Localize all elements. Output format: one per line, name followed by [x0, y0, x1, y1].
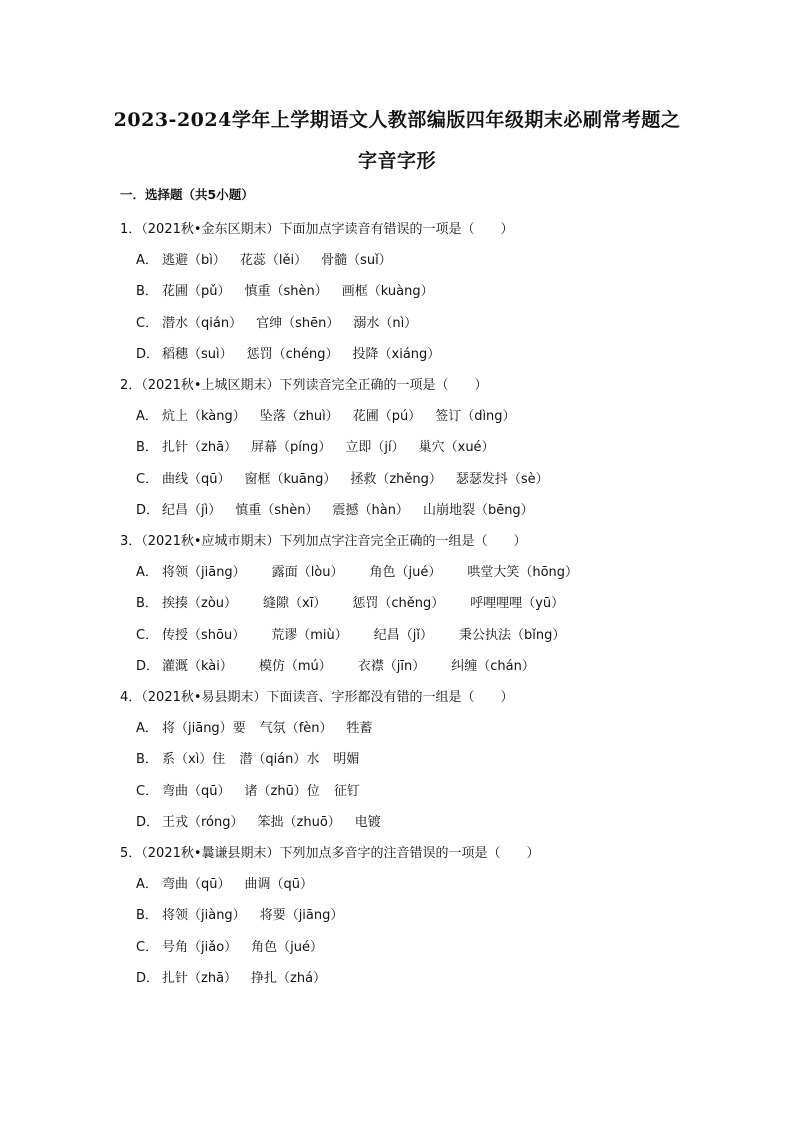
option-word: 诸（zhū）位	[244, 783, 320, 799]
option-word: 溺水（nì）	[353, 315, 418, 331]
option-letter: B．	[136, 284, 158, 300]
option-word: 挨揍（zòu）	[162, 596, 238, 612]
option-word: 花蕊（lěi）	[239, 253, 308, 269]
answer-option	[136, 873, 327, 892]
option-word: 瑟瑟发抖（sè）	[455, 471, 549, 487]
option-word: 画框（kuàng）	[341, 284, 434, 300]
question-stem: 1．（2021秋•金东区期末）下面加点字读音有错误的一项是（ ）	[120, 222, 514, 237]
option-word: 角色（jué）	[369, 565, 442, 581]
option-letter: C．	[136, 315, 159, 331]
answer-option	[136, 655, 561, 674]
question-stem: 5．（2021秋•曩谦县期末）下列加点多音字的注音错误的一项是（ ）	[120, 846, 540, 861]
answer-option	[136, 499, 548, 518]
option-letter: D．	[136, 658, 160, 674]
option-word: 逃避（bì）	[162, 253, 226, 269]
option-word: 坠落（zhuì）	[259, 409, 339, 425]
question-stem: 2．（2021秋•上城区期末）下列读音完全正确的一项是（ ）	[120, 378, 488, 393]
option-letter: C．	[136, 939, 159, 955]
document-title-line2: 字音字形	[357, 150, 436, 172]
answer-option	[136, 343, 454, 362]
option-letter: B．	[136, 440, 158, 456]
option-word: 号角（jiǎo）	[162, 939, 238, 955]
option-word: 挣扎（zhá）	[251, 970, 327, 986]
option-word: 弯曲（qū）	[162, 783, 231, 799]
option-letter: C．	[136, 627, 159, 643]
option-word: 潜水（qián）	[162, 315, 243, 331]
question-stem: 4．（2021秋•易县期末）下面读音、字形都没有错的一组是（ ）	[120, 690, 514, 705]
option-letter: D．	[136, 346, 160, 362]
option-letter: C．	[136, 783, 159, 799]
option-word: 纠缠（chán）	[451, 658, 535, 674]
option-word: 王戎（róng）	[162, 814, 244, 830]
option-word: 屏幕（píng）	[251, 440, 332, 456]
option-letter: B．	[136, 596, 158, 612]
option-letter: A．	[136, 877, 158, 893]
option-word: 官绅（shēn）	[256, 315, 340, 331]
option-letter: A．	[136, 253, 158, 269]
option-letter: B．	[136, 752, 158, 768]
option-word: 将领（jiāng）	[162, 565, 246, 581]
option-word: 秉公执法（bǐng）	[458, 627, 566, 643]
option-word: 征钉	[333, 783, 360, 799]
option-word: 将领（jiàng）	[162, 908, 246, 924]
option-word: 露面（lòu）	[271, 565, 344, 581]
question-stem: 3．（2021秋•应城市期末）下列加点字注音完全正确的一组是（ ）	[120, 534, 527, 549]
option-word: 气氛（fèn）	[259, 721, 333, 737]
option-word: 牲蓄	[346, 721, 373, 737]
answer-option	[136, 904, 357, 923]
option-word: 慎重（shèn）	[235, 502, 319, 518]
option-letter: C．	[136, 471, 159, 487]
answer-option	[136, 967, 340, 986]
option-word: 灌溉（kài）	[162, 658, 233, 674]
answer-option	[136, 312, 431, 331]
answer-option	[136, 592, 590, 611]
option-word: 巢穴（xué）	[418, 440, 495, 456]
answer-option	[136, 811, 395, 830]
option-word: 电镀	[354, 814, 381, 830]
option-word: 传授（shōu）	[162, 627, 246, 643]
option-word: 弯曲（qū）	[162, 877, 231, 893]
option-letter: D．	[136, 970, 160, 986]
option-letter: A．	[136, 721, 158, 737]
option-word: 纪昌（jì）	[162, 502, 222, 518]
option-word: 拯救（zhěng）	[350, 471, 442, 487]
option-word: 立即（jí）	[345, 440, 405, 456]
option-word: 山崩地裂（bēng）	[422, 502, 534, 518]
option-word: 扎针（zhā）	[162, 440, 238, 456]
option-word: 纪昌（jǐ）	[373, 627, 433, 643]
option-word: 花圃（pǔ）	[162, 284, 231, 300]
document-title-line1: 2023-2024学年上学期语文人教部编版四年级期末必刷常考题之	[113, 109, 681, 131]
answer-option	[136, 249, 406, 268]
answer-option	[136, 624, 591, 643]
section-heading: 一．选择题（共5小题）	[120, 187, 254, 202]
option-word: 模仿（mú）	[258, 658, 332, 674]
option-word: 扎针（zhā）	[162, 970, 238, 986]
option-word: 将（jiāng）要	[162, 721, 246, 737]
answer-option	[136, 748, 373, 767]
option-word: 笨拙（zhuō）	[257, 814, 341, 830]
answer-option	[136, 405, 530, 424]
option-word: 系（xì）住	[162, 752, 226, 768]
answer-option	[136, 780, 374, 799]
option-letter: D．	[136, 502, 160, 518]
option-word: 花圃（pú）	[352, 409, 422, 425]
option-word: 惩罚（chéng）	[246, 346, 339, 362]
option-word: 窗框（kuāng）	[244, 471, 337, 487]
option-word: 将要（jiāng）	[259, 908, 344, 924]
option-word: 明媚	[333, 752, 360, 768]
option-letter: A．	[136, 565, 158, 581]
option-word: 呼哩哩哩（yū）	[470, 596, 565, 612]
option-letter: B．	[136, 908, 158, 924]
answer-option	[136, 436, 509, 455]
option-word: 缝隙（xī）	[263, 596, 327, 612]
option-word: 潜（qián）水	[239, 752, 320, 768]
answer-option	[136, 717, 387, 736]
answer-option	[136, 280, 448, 299]
option-word: 哄堂大笑（hōng）	[467, 565, 579, 581]
option-word: 荒谬（miù）	[271, 627, 348, 643]
option-letter: D．	[136, 814, 160, 830]
option-word: 炕上（kàng）	[162, 409, 246, 425]
option-letter: A．	[136, 409, 158, 425]
option-word: 惩罚（chěng）	[352, 596, 445, 612]
answer-option	[136, 561, 604, 580]
option-word: 签订（dìng）	[435, 409, 516, 425]
option-word: 震撼（hàn）	[332, 502, 409, 518]
option-word: 角色（jué）	[251, 939, 324, 955]
option-word: 曲调（qū）	[244, 877, 313, 893]
answer-option	[136, 468, 563, 487]
option-word: 稻穗（suì）	[162, 346, 233, 362]
option-word: 慎重（shèn）	[244, 284, 328, 300]
option-word: 骨髓（suǐ）	[321, 253, 392, 269]
option-word: 衣襟（jīn）	[357, 658, 426, 674]
option-word: 曲线（qū）	[162, 471, 231, 487]
answer-option	[136, 936, 337, 955]
option-word: 投降（xiáng）	[352, 346, 441, 362]
